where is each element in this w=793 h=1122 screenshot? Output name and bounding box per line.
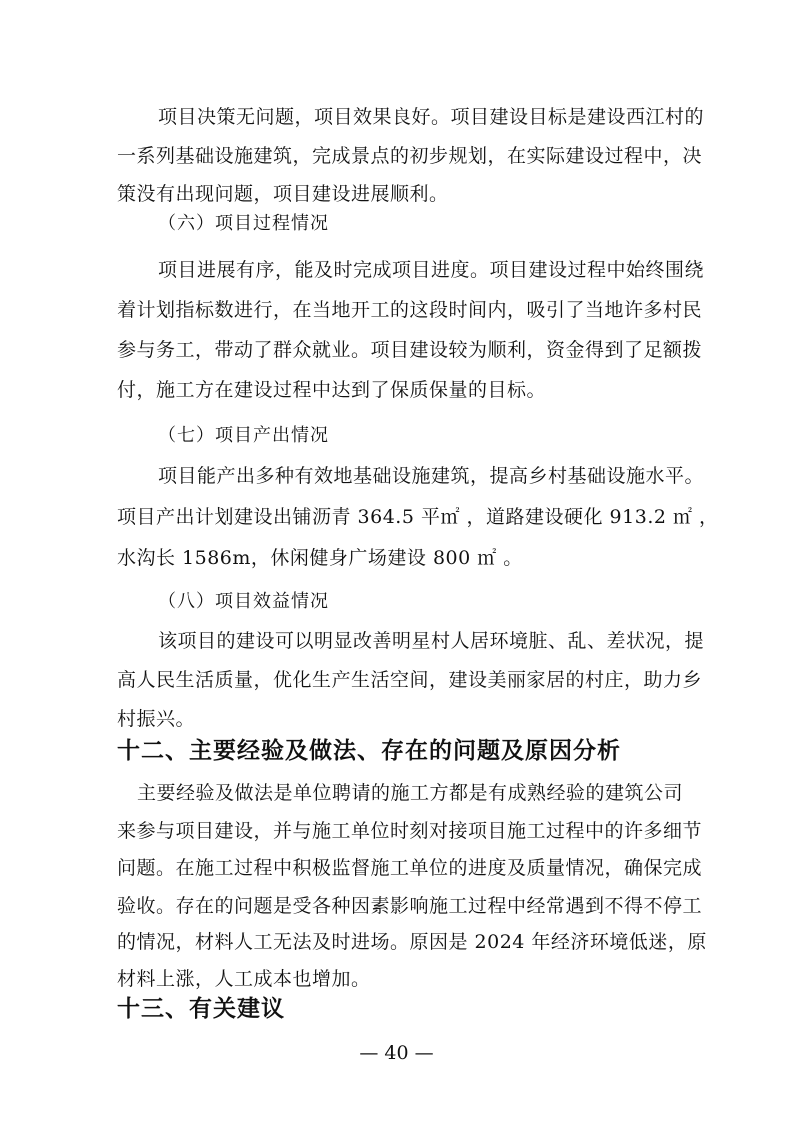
paragraph-line: 主要经验及做法是单位聘请的施工方都是有成熟经验的建筑公司 <box>137 782 684 804</box>
paragraph-line: 项目产出计划建设出铺沥青 364.5 平㎡ ，道路建设硬化 913.2 ㎡ ， <box>117 506 719 528</box>
paragraph-line: 验收。存在的问题是受各种因素影响施工过程中经常遇到不得不停工 <box>117 895 703 917</box>
paragraph-line: 问题。在施工过程中积极监督施工单位的进度及质量情况，确保完成 <box>117 857 703 879</box>
paragraph-line: 付，施工方在建设过程中达到了保质保量的目标。 <box>117 379 547 401</box>
section-heading: 十二、主要经验及做法、存在的问题及原因分析 <box>117 738 621 764</box>
section-subheading: （六）项目过程情况 <box>158 213 329 234</box>
page-number: — 40 — <box>359 1042 434 1064</box>
section-heading: 十三、有关建议 <box>117 996 285 1022</box>
paragraph-line: 参与务工，带动了群众就业。项目建设较为顺利，资金得到了足额拨 <box>117 339 703 361</box>
paragraph-line: 项目能产出多种有效地基础设施建筑，提高乡村基础设施水平。 <box>158 465 705 487</box>
paragraph-line: 高人民生活质量，优化生产生活空间，建设美丽家居的村庄，助力乡 <box>117 669 703 691</box>
section-subheading: （七）项目产出情况 <box>158 425 329 446</box>
paragraph-line: 策没有出现问题，项目建设进展顺利。 <box>117 183 449 205</box>
paragraph-line: 项目决策无问题，项目效果良好。项目建设目标是建设西江村的 <box>158 106 705 128</box>
paragraph-line: 村振兴。 <box>117 708 196 730</box>
paragraph-line: 该项目的建设可以明显改善明星村人居环境脏、乱、差状况，提 <box>158 630 705 652</box>
paragraph-line: 一系列基础设施建筑，完成景点的初步规划，在实际建设过程中，决 <box>117 145 703 167</box>
paragraph-line: 着计划指标数进行，在当地开工的这段时间内，吸引了当地许多村民 <box>117 299 703 321</box>
paragraph-line: 水沟长 1586m，休闲健身广场建设 800 ㎡ 。 <box>117 547 523 569</box>
section-subheading: （八）项目效益情况 <box>158 591 329 612</box>
paragraph-line: 的情况，材料人工无法及时进场。原因是 2024 年经济环境低迷，原 <box>117 931 707 953</box>
paragraph-line: 项目进展有序，能及时完成项目进度。项目建设过程中始终围绕 <box>158 259 705 281</box>
paragraph-line: 来参与项目建设，并与施工单位时刻对接项目施工过程中的许多细节 <box>117 820 703 842</box>
paragraph-line: 材料上涨，人工成本也增加。 <box>117 968 371 990</box>
